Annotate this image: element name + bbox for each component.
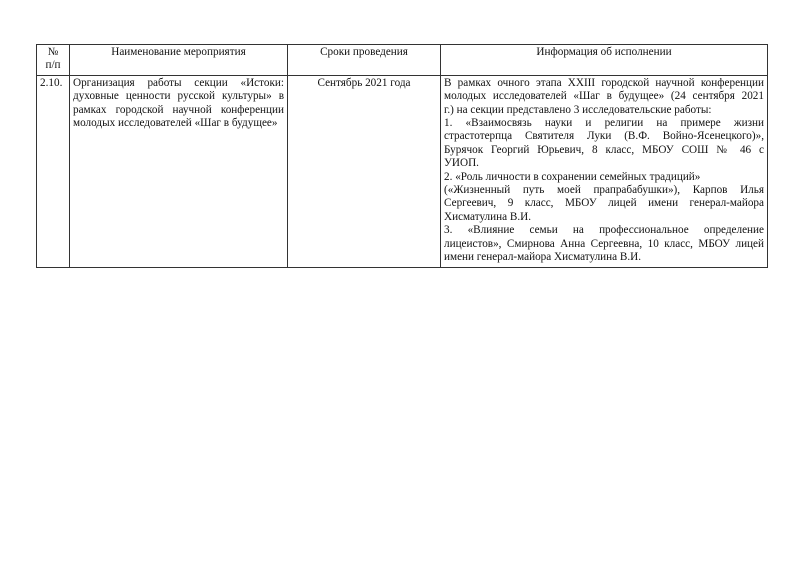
row-dates: Сентябрь 2021 года: [288, 75, 441, 267]
text-line: г.) на секции представлено 3 исследовательские работы:: [444, 103, 712, 116]
row-event-name: [70, 75, 288, 267]
text-line: рамках городской научной конференции: [73, 103, 284, 116]
text-line: («Жизненный путь моей прапрабабушки»), Карпов Илья: [444, 184, 764, 197]
text-line: 1. «Взаимосвязь науки и религии на примере жизни: [444, 117, 764, 130]
row-number: 2.10.: [37, 75, 70, 267]
text-line: 3. «Влияние семьи на профессиональное определение: [444, 224, 764, 237]
text-line: духовные ценности русской культуры» в: [73, 90, 284, 103]
table-row: [37, 75, 768, 267]
events-table: [36, 44, 768, 268]
table-header-row: [37, 45, 768, 76]
header-number-line: №: [47, 46, 59, 58]
text-line: Организация работы секции «Истоки:: [73, 76, 284, 89]
text-line: страстотерпца Святителя Луки (В.Ф. Войно-Ясенецкого)»,: [444, 130, 764, 143]
row-info: [441, 75, 768, 267]
header-event-name: Наименование мероприятия: [70, 45, 288, 76]
text-line: лицеистов», Смирнова Анна Сергеевна, 10 класс, МБОУ лицей: [444, 237, 764, 250]
text-line: молодых исследователей «Шаг в будущее» (24 сентября 2021: [444, 90, 764, 103]
text-line: УИОП.: [444, 157, 479, 170]
text-line: Хисматулина В.И.: [444, 210, 532, 223]
text-line: Бурячок Георгий Юрьевич, 8 класс, МБОУ СОШ № 46 с: [444, 143, 764, 156]
header-dates: Сроки проведения: [288, 45, 441, 76]
text-line: В рамках очного этапа XXIII городской научной конференции: [444, 76, 764, 89]
text-line: 2. «Роль личности в сохранении семейных традиций»: [444, 170, 701, 183]
text-line: молодых исследователей «Шаг в будущее»: [73, 117, 278, 130]
header-info: Информация об исполнении: [441, 45, 768, 76]
text-line: имени генерал-майора Хисматулина В.И.: [444, 251, 642, 264]
text-line: Сергеевич, 9 класс, МБОУ лицей имени генерал-майора: [444, 197, 764, 210]
header-number-line: п/п: [45, 59, 61, 72]
header-number: [37, 45, 70, 76]
